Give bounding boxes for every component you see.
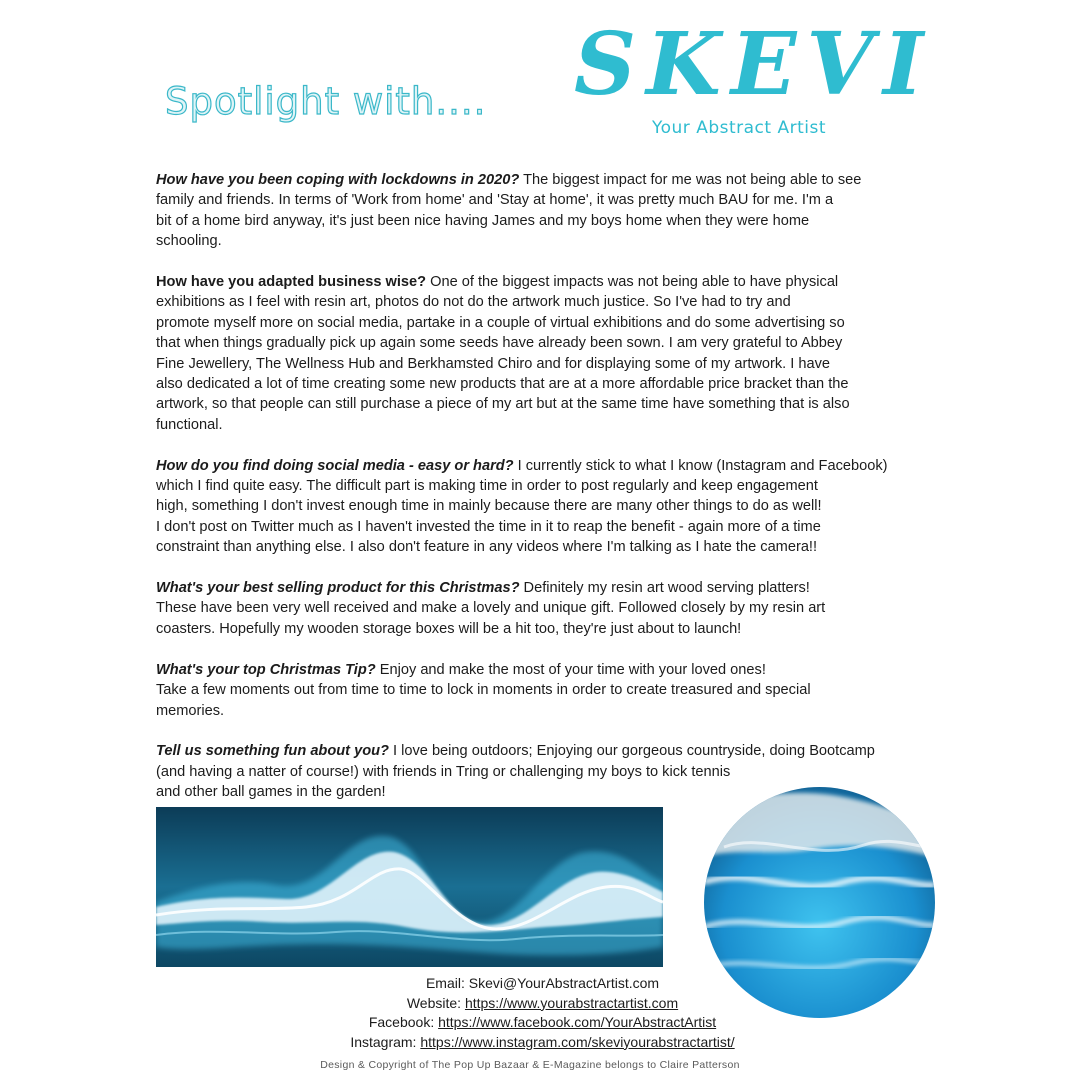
copyright-footer: Design & Copyright of The Pop Up Bazaar & E-Magazine belongs to Claire Patterson	[320, 1059, 740, 1071]
logo-tagline: Your Abstract Artist	[652, 118, 826, 138]
instagram-link[interactable]: https://www.instagram.com/skeviyourabstractartist/	[420, 1033, 735, 1050]
paragraph-line	[156, 313, 931, 333]
paragraph-line	[156, 598, 931, 618]
answer-text: Definitely my resin art wood serving platters!	[519, 580, 810, 597]
answer-text: family and friends. In terms of 'Work from home' and 'Stay at home', it was pretty much BAU for me. I'm a	[156, 192, 834, 209]
paragraph-line	[156, 333, 931, 353]
answer-text: and other ball games in the garden!	[156, 784, 386, 801]
paragraph-line	[156, 476, 931, 496]
paragraph-line	[156, 680, 931, 700]
answer-text: constraint than anything else. I also don't feature in any videos where I'm talking as I hate the camera!!	[156, 539, 818, 556]
instagram-row	[300, 1033, 785, 1053]
answer-text: bit of a home bird anyway, it's just been nice having James and my boys home when they were home	[156, 212, 810, 229]
answer-text: also dedicated a lot of time creating some new products that are at a more affordable price bracket than the	[156, 376, 849, 393]
contact-details	[300, 974, 785, 1052]
paragraph-line	[156, 517, 931, 537]
answer-text: (and having a natter of course!) with friends in Tring or challenging my boys to kick tennis	[156, 763, 731, 780]
paragraph-line	[156, 537, 931, 557]
paragraph-line	[156, 190, 931, 210]
answer-text: Enjoy and make the most of your time with your loved ones!	[375, 661, 766, 678]
answer-text: promote myself more on social media, partake in a couple of virtual exhibitions and do some advertising so	[156, 314, 845, 331]
paragraph-line	[156, 578, 931, 598]
interview-question: How do you find doing social media - easy or hard?	[156, 457, 514, 474]
wave-artwork-panorama	[156, 807, 663, 967]
answer-text: These have been very well received and make a lovely and unique gift. Followed closely by my resin art	[156, 600, 826, 617]
paragraph-line	[156, 354, 931, 374]
interview-article	[156, 170, 931, 823]
paragraph-line	[156, 211, 931, 231]
website-label: Website:	[406, 994, 465, 1011]
interview-question: What's your top Christmas Tip?	[156, 661, 376, 678]
answer-text: I don't post on Twitter much as I haven't invested the time in it to reap the benefit - again more of a time	[156, 518, 821, 535]
answer-text: exhibitions as I feel with resin art, photos do not do the artwork much justice. So I've had to try and	[156, 294, 791, 311]
answer-text: One of the biggest impacts was not being able to have physical	[426, 274, 839, 291]
answer-text: memories.	[156, 702, 225, 719]
facebook-row	[300, 1013, 785, 1033]
facebook-label: Facebook:	[368, 1014, 439, 1030]
answer-text: Take a few moments out from time to time to lock in moments in order to create treasured and special	[156, 682, 811, 699]
answer-text: that when things gradually pick up again some seeds have already been sown. I am very grateful to Abbey	[156, 335, 843, 352]
answer-text: which I find quite easy. The difficult part is making time in order to post regularly and keep engagement	[156, 478, 818, 495]
answer-text: functional.	[156, 416, 223, 433]
answer-text: I currently stick to what I know (Instagram and Facebook)	[513, 457, 888, 474]
email-row	[300, 974, 785, 994]
interview-question: What's your best selling product for this Christmas?	[156, 580, 520, 597]
answer-text: I love being outdoors; Enjoying our gorgeous countryside, doing Bootcamp	[388, 743, 875, 760]
website-row	[300, 994, 785, 1014]
email-label: Email:	[425, 975, 469, 991]
instagram-label: Instagram:	[350, 1033, 421, 1050]
paragraph-line	[156, 292, 931, 312]
paragraph-line	[156, 456, 931, 476]
paragraph-line	[156, 394, 931, 414]
paragraph-line	[156, 272, 931, 292]
interview-question: Tell us something fun about you?	[156, 743, 389, 760]
facebook-link[interactable]: https://www.facebook.com/YourAbstractArtist	[438, 1014, 717, 1030]
article-paragraph	[156, 456, 931, 558]
paragraph-line	[156, 701, 931, 721]
paragraph-line	[156, 660, 931, 680]
paragraph-line	[156, 741, 931, 761]
paragraph-line	[156, 415, 931, 435]
article-paragraph	[156, 660, 931, 721]
paragraph-line	[156, 619, 931, 639]
answer-text: coasters. Hopefully my wooden storage boxes will be a hit too, they're just about to launch!	[156, 620, 742, 637]
answer-text: high, something I don't invest enough time in mainly because there are many other things to do as well!	[156, 498, 822, 515]
spotlight-heading: Spotlight with....	[165, 80, 487, 123]
paragraph-line	[156, 762, 931, 782]
answer-text: Fine Jewellery, The Wellness Hub and Berkhamsted Chiro and for displaying some of my artwork. I have	[156, 355, 831, 372]
article-paragraph	[156, 272, 931, 435]
answer-text: artwork, so that people can still purchase a piece of my art but at the same time have something that is also	[156, 396, 850, 413]
email-value[interactable]: Skevi@YourAbstractArtist.com	[468, 975, 660, 991]
logo-wordmark: SKEVI	[574, 14, 934, 115]
interview-question: How have you been coping with lockdowns in 2020?	[156, 172, 520, 188]
article-paragraph	[156, 170, 931, 252]
article-paragraph	[156, 578, 931, 639]
website-link[interactable]: https://www.yourabstractartist.com	[464, 994, 679, 1011]
paragraph-line	[156, 374, 931, 394]
paragraph-line	[156, 170, 931, 190]
interview-question: How have you adapted business wise?	[156, 274, 427, 291]
answer-text: schooling.	[156, 233, 222, 250]
paragraph-line	[156, 231, 931, 251]
paragraph-line	[156, 496, 931, 516]
answer-text: The biggest impact for me was not being able to see	[519, 172, 862, 188]
